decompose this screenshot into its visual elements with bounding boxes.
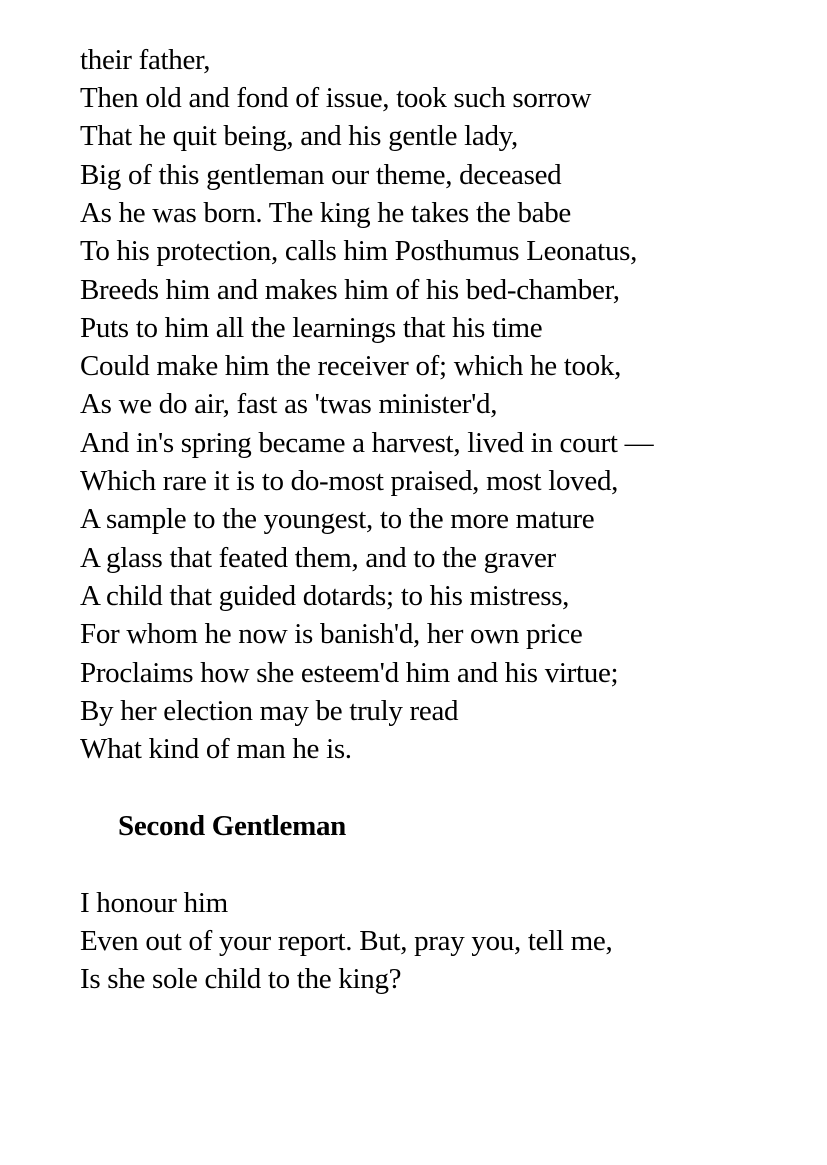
speaker-name: Second Gentleman bbox=[118, 810, 347, 842]
verse-line: Is she sole child to the king? bbox=[80, 963, 402, 995]
verse-line: What kind of man he is. bbox=[80, 733, 352, 765]
verse-line: As he was born. The king he takes the babe bbox=[80, 197, 572, 229]
verse-line: Puts to him all the learnings that his time bbox=[80, 312, 543, 344]
verse-line: As we do air, fast as 'twas minister'd, bbox=[80, 388, 498, 420]
verse-line: Big of this gentleman our theme, deceased bbox=[80, 159, 562, 191]
verse-line: Which rare it is to do-most praised, most loved, bbox=[80, 465, 619, 497]
verse-line: A sample to the youngest, to the more mature bbox=[80, 503, 595, 535]
verse-line: A glass that feated them, and to the graver bbox=[80, 542, 556, 574]
verse-line: Then old and fond of issue, took such sorrow bbox=[80, 82, 592, 114]
verse-line: Even out of your report. But, pray you, tell me, bbox=[80, 925, 613, 957]
verse-line: And in's spring became a harvest, lived in court — bbox=[80, 427, 654, 459]
verse-line: I honour him bbox=[80, 887, 228, 919]
verse-line: A child that guided dotards; to his mistress, bbox=[80, 580, 570, 612]
verse-line: Could make him the receiver of; which he took, bbox=[80, 350, 622, 382]
verse-line: Proclaims how she esteem'd him and his virtue; bbox=[80, 657, 619, 689]
verse-line: That he quit being, and his gentle lady, bbox=[80, 120, 518, 152]
verse-line: To his protection, calls him Posthumus Leonatus, bbox=[80, 235, 638, 267]
verse-line: By her election may be truly read bbox=[80, 695, 459, 727]
verse-line: Breeds him and makes him of his bed-chamber, bbox=[80, 274, 620, 306]
verse-line: their father, bbox=[80, 44, 211, 76]
verse-line: For whom he now is banish'd, her own price bbox=[80, 618, 583, 650]
